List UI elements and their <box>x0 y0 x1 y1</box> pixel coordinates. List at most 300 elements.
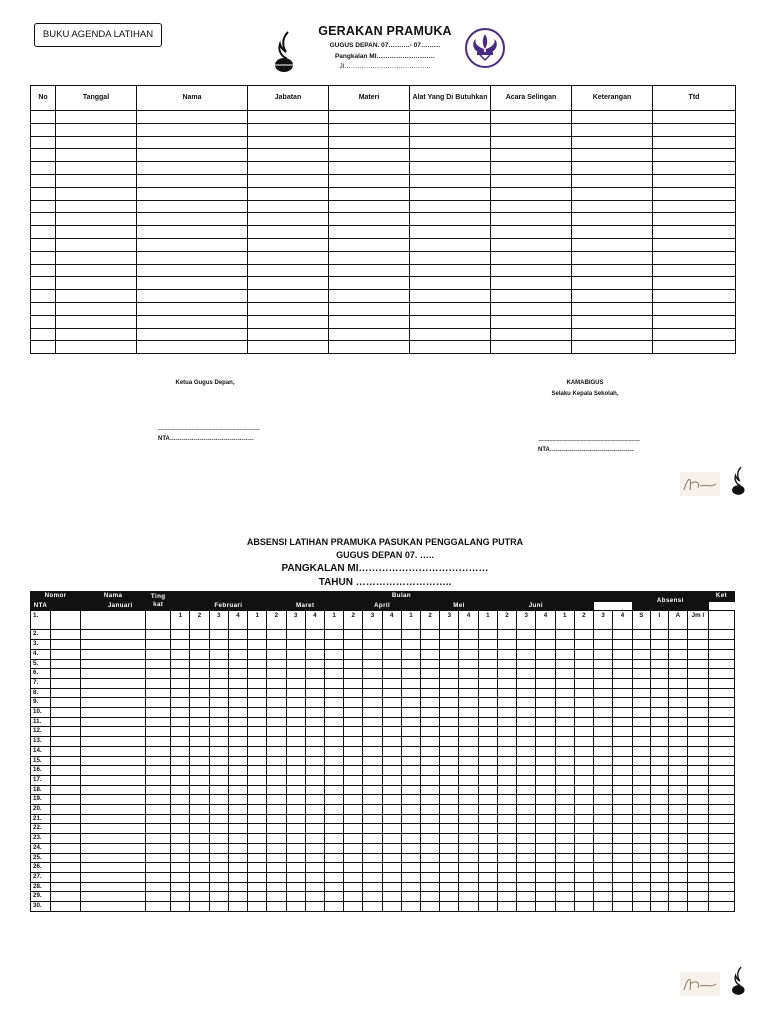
attendance-cell[interactable] <box>401 678 420 688</box>
attendance-cell[interactable] <box>81 785 146 795</box>
attendance-cell[interactable] <box>190 824 209 834</box>
attendance-cell[interactable] <box>324 746 343 756</box>
attendance-cell[interactable] <box>305 902 324 912</box>
attendance-cell[interactable] <box>286 834 305 844</box>
attendance-cell[interactable] <box>146 630 171 640</box>
attendance-cell[interactable] <box>632 630 650 640</box>
attendance-cell[interactable] <box>267 746 286 756</box>
attendance-cell[interactable] <box>632 688 650 698</box>
attendance-cell[interactable] <box>344 746 363 756</box>
attendance-cell[interactable] <box>248 882 267 892</box>
attendance-cell[interactable] <box>687 688 708 698</box>
attendance-cell[interactable] <box>171 795 190 805</box>
attendance-cell[interactable] <box>594 872 613 882</box>
agenda-cell[interactable] <box>56 302 137 315</box>
attendance-cell[interactable] <box>190 843 209 853</box>
attendance-cell[interactable] <box>594 640 613 650</box>
attendance-cell[interactable] <box>209 853 228 863</box>
attendance-cell[interactable] <box>708 708 734 718</box>
attendance-cell[interactable] <box>594 834 613 844</box>
agenda-cell[interactable] <box>31 264 56 277</box>
attendance-cell[interactable] <box>574 882 593 892</box>
attendance-cell[interactable] <box>459 843 478 853</box>
attendance-cell[interactable] <box>687 698 708 708</box>
attendance-cell[interactable] <box>146 669 171 679</box>
attendance-cell[interactable] <box>668 669 687 679</box>
agenda-cell[interactable] <box>31 315 56 328</box>
attendance-cell[interactable] <box>555 727 574 737</box>
attendance-cell[interactable] <box>478 659 497 669</box>
attendance-cell[interactable] <box>401 863 420 873</box>
agenda-cell[interactable] <box>410 213 491 226</box>
agenda-cell[interactable] <box>572 162 653 175</box>
attendance-cell[interactable] <box>594 746 613 756</box>
attendance-cell[interactable] <box>650 795 668 805</box>
attendance-cell[interactable] <box>267 785 286 795</box>
agenda-cell[interactable] <box>572 277 653 290</box>
attendance-cell[interactable] <box>687 882 708 892</box>
attendance-cell[interactable] <box>209 785 228 795</box>
attendance-cell[interactable] <box>478 843 497 853</box>
agenda-cell[interactable] <box>31 238 56 251</box>
attendance-cell[interactable] <box>248 630 267 640</box>
attendance-cell[interactable] <box>517 659 536 669</box>
attendance-cell[interactable] <box>344 649 363 659</box>
agenda-cell[interactable] <box>410 136 491 149</box>
attendance-cell[interactable] <box>228 756 247 766</box>
attendance-cell[interactable] <box>497 669 516 679</box>
attendance-cell[interactable] <box>478 737 497 747</box>
attendance-cell[interactable] <box>687 669 708 679</box>
attendance-cell[interactable] <box>497 640 516 650</box>
attendance-cell[interactable] <box>248 688 267 698</box>
attendance-cell[interactable] <box>171 824 190 834</box>
agenda-cell[interactable] <box>137 341 248 354</box>
agenda-cell[interactable] <box>56 226 137 239</box>
attendance-cell[interactable] <box>497 892 516 902</box>
agenda-cell[interactable] <box>31 226 56 239</box>
attendance-cell[interactable] <box>555 756 574 766</box>
attendance-cell[interactable] <box>344 892 363 902</box>
attendance-cell[interactable] <box>536 843 555 853</box>
attendance-cell[interactable] <box>478 766 497 776</box>
attendance-cell[interactable] <box>421 678 440 688</box>
attendance-cell[interactable] <box>146 688 171 698</box>
attendance-cell[interactable] <box>248 834 267 844</box>
attendance-cell[interactable] <box>497 727 516 737</box>
attendance-cell[interactable] <box>171 659 190 669</box>
agenda-cell[interactable] <box>56 174 137 187</box>
attendance-cell[interactable] <box>536 669 555 679</box>
attendance-cell[interactable] <box>613 824 633 834</box>
attendance-cell[interactable] <box>687 785 708 795</box>
agenda-cell[interactable] <box>137 213 248 226</box>
attendance-cell[interactable] <box>459 698 478 708</box>
attendance-cell[interactable] <box>248 853 267 863</box>
attendance-cell[interactable] <box>267 678 286 688</box>
agenda-cell[interactable] <box>572 251 653 264</box>
agenda-cell[interactable] <box>248 315 329 328</box>
attendance-cell[interactable] <box>81 611 146 630</box>
attendance-cell[interactable] <box>668 892 687 902</box>
attendance-cell[interactable] <box>190 775 209 785</box>
attendance-cell[interactable] <box>421 853 440 863</box>
attendance-cell[interactable] <box>613 688 633 698</box>
attendance-cell[interactable] <box>536 882 555 892</box>
attendance-cell[interactable] <box>209 640 228 650</box>
attendance-cell[interactable] <box>555 659 574 669</box>
attendance-cell[interactable] <box>401 892 420 902</box>
attendance-cell[interactable] <box>594 775 613 785</box>
attendance-cell[interactable] <box>228 775 247 785</box>
attendance-cell[interactable] <box>555 746 574 756</box>
agenda-cell[interactable] <box>572 328 653 341</box>
attendance-cell[interactable] <box>574 834 593 844</box>
attendance-cell[interactable] <box>440 737 459 747</box>
agenda-cell[interactable] <box>410 226 491 239</box>
attendance-cell[interactable] <box>228 678 247 688</box>
attendance-cell[interactable] <box>401 746 420 756</box>
attendance-cell[interactable] <box>286 795 305 805</box>
attendance-cell[interactable] <box>536 892 555 902</box>
attendance-cell[interactable] <box>228 659 247 669</box>
attendance-cell[interactable] <box>209 795 228 805</box>
attendance-cell[interactable] <box>190 785 209 795</box>
attendance-cell[interactable] <box>305 737 324 747</box>
attendance-cell[interactable] <box>267 872 286 882</box>
attendance-cell[interactable] <box>286 630 305 640</box>
attendance-cell[interactable] <box>363 902 382 912</box>
attendance-cell[interactable] <box>324 785 343 795</box>
attendance-cell[interactable] <box>574 630 593 640</box>
attendance-cell[interactable] <box>209 775 228 785</box>
attendance-cell[interactable] <box>51 892 81 902</box>
attendance-cell[interactable] <box>536 678 555 688</box>
attendance-cell[interactable] <box>574 649 593 659</box>
attendance-cell[interactable] <box>421 649 440 659</box>
attendance-cell[interactable] <box>708 882 734 892</box>
attendance-cell[interactable] <box>613 649 633 659</box>
attendance-cell[interactable] <box>324 824 343 834</box>
attendance-cell[interactable] <box>459 882 478 892</box>
attendance-cell[interactable] <box>574 795 593 805</box>
attendance-cell[interactable] <box>421 863 440 873</box>
attendance-cell[interactable] <box>171 853 190 863</box>
attendance-cell[interactable] <box>81 737 146 747</box>
attendance-cell[interactable] <box>687 834 708 844</box>
attendance-cell[interactable] <box>267 863 286 873</box>
attendance-cell[interactable] <box>613 814 633 824</box>
attendance-cell[interactable] <box>555 843 574 853</box>
attendance-cell[interactable] <box>650 737 668 747</box>
agenda-cell[interactable] <box>137 123 248 136</box>
attendance-cell[interactable] <box>574 717 593 727</box>
attendance-cell[interactable] <box>382 756 401 766</box>
attendance-cell[interactable] <box>146 756 171 766</box>
attendance-cell[interactable] <box>363 824 382 834</box>
attendance-cell[interactable] <box>459 649 478 659</box>
attendance-cell[interactable] <box>382 678 401 688</box>
attendance-cell[interactable] <box>171 892 190 902</box>
attendance-cell[interactable] <box>574 737 593 747</box>
attendance-cell[interactable] <box>51 746 81 756</box>
agenda-cell[interactable] <box>572 238 653 251</box>
attendance-cell[interactable] <box>517 834 536 844</box>
attendance-cell[interactable] <box>382 902 401 912</box>
attendance-cell[interactable] <box>382 630 401 640</box>
attendance-cell[interactable] <box>440 640 459 650</box>
attendance-cell[interactable] <box>459 872 478 882</box>
agenda-cell[interactable] <box>410 251 491 264</box>
agenda-cell[interactable] <box>248 149 329 162</box>
attendance-cell[interactable] <box>668 698 687 708</box>
attendance-cell[interactable] <box>517 814 536 824</box>
agenda-cell[interactable] <box>137 315 248 328</box>
attendance-cell[interactable] <box>459 756 478 766</box>
attendance-cell[interactable] <box>421 766 440 776</box>
attendance-cell[interactable] <box>668 902 687 912</box>
attendance-cell[interactable] <box>344 708 363 718</box>
attendance-cell[interactable] <box>51 902 81 912</box>
attendance-cell[interactable] <box>382 775 401 785</box>
attendance-cell[interactable] <box>305 640 324 650</box>
attendance-cell[interactable] <box>228 863 247 873</box>
attendance-cell[interactable] <box>555 805 574 815</box>
attendance-cell[interactable] <box>632 863 650 873</box>
attendance-cell[interactable] <box>382 892 401 902</box>
attendance-cell[interactable] <box>209 766 228 776</box>
attendance-cell[interactable] <box>190 902 209 912</box>
attendance-cell[interactable] <box>668 630 687 640</box>
attendance-cell[interactable] <box>401 853 420 863</box>
attendance-cell[interactable] <box>650 834 668 844</box>
attendance-cell[interactable] <box>382 882 401 892</box>
agenda-cell[interactable] <box>329 111 410 124</box>
attendance-cell[interactable] <box>478 863 497 873</box>
attendance-cell[interactable] <box>650 843 668 853</box>
attendance-cell[interactable] <box>305 746 324 756</box>
agenda-cell[interactable] <box>491 264 572 277</box>
attendance-cell[interactable] <box>401 640 420 650</box>
attendance-cell[interactable] <box>555 775 574 785</box>
attendance-cell[interactable] <box>440 630 459 640</box>
attendance-cell[interactable] <box>574 727 593 737</box>
attendance-cell[interactable] <box>594 853 613 863</box>
attendance-cell[interactable] <box>81 814 146 824</box>
attendance-cell[interactable] <box>324 698 343 708</box>
agenda-cell[interactable] <box>653 341 736 354</box>
attendance-cell[interactable] <box>146 863 171 873</box>
attendance-cell[interactable] <box>478 795 497 805</box>
attendance-cell[interactable] <box>632 775 650 785</box>
attendance-cell[interactable] <box>146 853 171 863</box>
agenda-cell[interactable] <box>572 200 653 213</box>
attendance-cell[interactable] <box>687 805 708 815</box>
attendance-cell[interactable] <box>536 708 555 718</box>
attendance-cell[interactable] <box>305 717 324 727</box>
attendance-cell[interactable] <box>536 853 555 863</box>
agenda-cell[interactable] <box>572 149 653 162</box>
agenda-cell[interactable] <box>56 315 137 328</box>
attendance-cell[interactable] <box>421 727 440 737</box>
attendance-cell[interactable] <box>324 892 343 902</box>
attendance-cell[interactable] <box>668 688 687 698</box>
attendance-cell[interactable] <box>632 766 650 776</box>
attendance-cell[interactable] <box>687 678 708 688</box>
attendance-cell[interactable] <box>209 843 228 853</box>
attendance-cell[interactable] <box>363 785 382 795</box>
attendance-cell[interactable] <box>363 737 382 747</box>
attendance-cell[interactable] <box>228 853 247 863</box>
attendance-cell[interactable] <box>190 727 209 737</box>
attendance-cell[interactable] <box>190 717 209 727</box>
attendance-cell[interactable] <box>81 863 146 873</box>
attendance-cell[interactable] <box>171 843 190 853</box>
attendance-cell[interactable] <box>248 892 267 902</box>
agenda-cell[interactable] <box>31 187 56 200</box>
attendance-cell[interactable] <box>687 659 708 669</box>
attendance-cell[interactable] <box>668 717 687 727</box>
attendance-cell[interactable] <box>536 717 555 727</box>
attendance-cell[interactable] <box>687 766 708 776</box>
agenda-cell[interactable] <box>56 111 137 124</box>
attendance-cell[interactable] <box>51 766 81 776</box>
attendance-cell[interactable] <box>51 756 81 766</box>
attendance-cell[interactable] <box>324 814 343 824</box>
attendance-cell[interactable] <box>459 766 478 776</box>
attendance-cell[interactable] <box>536 814 555 824</box>
attendance-cell[interactable] <box>555 649 574 659</box>
attendance-cell[interactable] <box>209 824 228 834</box>
attendance-cell[interactable] <box>286 678 305 688</box>
attendance-cell[interactable] <box>459 853 478 863</box>
attendance-cell[interactable] <box>190 640 209 650</box>
attendance-cell[interactable] <box>517 775 536 785</box>
attendance-cell[interactable] <box>668 795 687 805</box>
attendance-cell[interactable] <box>209 902 228 912</box>
attendance-cell[interactable] <box>497 756 516 766</box>
attendance-cell[interactable] <box>51 727 81 737</box>
attendance-cell[interactable] <box>324 843 343 853</box>
attendance-cell[interactable] <box>209 834 228 844</box>
attendance-cell[interactable] <box>708 737 734 747</box>
agenda-cell[interactable] <box>137 290 248 303</box>
attendance-cell[interactable] <box>478 834 497 844</box>
agenda-cell[interactable] <box>653 187 736 200</box>
attendance-cell[interactable] <box>555 795 574 805</box>
attendance-cell[interactable] <box>613 659 633 669</box>
attendance-cell[interactable] <box>497 649 516 659</box>
attendance-cell[interactable] <box>248 746 267 756</box>
agenda-cell[interactable] <box>653 277 736 290</box>
attendance-cell[interactable] <box>228 698 247 708</box>
attendance-cell[interactable] <box>421 698 440 708</box>
attendance-cell[interactable] <box>668 805 687 815</box>
agenda-cell[interactable] <box>491 200 572 213</box>
attendance-cell[interactable] <box>248 756 267 766</box>
attendance-cell[interactable] <box>344 872 363 882</box>
agenda-cell[interactable] <box>572 290 653 303</box>
attendance-cell[interactable] <box>81 708 146 718</box>
attendance-cell[interactable] <box>594 698 613 708</box>
attendance-cell[interactable] <box>708 863 734 873</box>
agenda-cell[interactable] <box>491 213 572 226</box>
attendance-cell[interactable] <box>668 785 687 795</box>
attendance-cell[interactable] <box>574 843 593 853</box>
attendance-cell[interactable] <box>382 872 401 882</box>
attendance-cell[interactable] <box>478 892 497 902</box>
attendance-cell[interactable] <box>286 882 305 892</box>
attendance-cell[interactable] <box>708 785 734 795</box>
attendance-cell[interactable] <box>478 708 497 718</box>
agenda-cell[interactable] <box>329 187 410 200</box>
attendance-cell[interactable] <box>440 775 459 785</box>
attendance-cell[interactable] <box>497 659 516 669</box>
agenda-cell[interactable] <box>491 187 572 200</box>
attendance-cell[interactable] <box>228 814 247 824</box>
attendance-cell[interactable] <box>305 698 324 708</box>
attendance-cell[interactable] <box>594 649 613 659</box>
agenda-cell[interactable] <box>31 290 56 303</box>
attendance-cell[interactable] <box>81 882 146 892</box>
attendance-cell[interactable] <box>382 843 401 853</box>
attendance-cell[interactable] <box>574 863 593 873</box>
attendance-cell[interactable] <box>687 814 708 824</box>
attendance-cell[interactable] <box>363 630 382 640</box>
attendance-cell[interactable] <box>209 727 228 737</box>
attendance-cell[interactable] <box>146 649 171 659</box>
attendance-cell[interactable] <box>687 737 708 747</box>
attendance-cell[interactable] <box>708 678 734 688</box>
attendance-cell[interactable] <box>440 756 459 766</box>
attendance-cell[interactable] <box>382 737 401 747</box>
agenda-cell[interactable] <box>491 162 572 175</box>
attendance-cell[interactable] <box>650 630 668 640</box>
attendance-cell[interactable] <box>536 795 555 805</box>
attendance-cell[interactable] <box>594 756 613 766</box>
attendance-cell[interactable] <box>382 795 401 805</box>
attendance-cell[interactable] <box>708 659 734 669</box>
attendance-cell[interactable] <box>517 843 536 853</box>
agenda-cell[interactable] <box>572 264 653 277</box>
attendance-cell[interactable] <box>81 727 146 737</box>
agenda-cell[interactable] <box>56 251 137 264</box>
attendance-cell[interactable] <box>401 649 420 659</box>
attendance-cell[interactable] <box>536 872 555 882</box>
attendance-cell[interactable] <box>382 708 401 718</box>
attendance-cell[interactable] <box>209 630 228 640</box>
attendance-cell[interactable] <box>228 708 247 718</box>
agenda-cell[interactable] <box>653 328 736 341</box>
attendance-cell[interactable] <box>668 659 687 669</box>
attendance-cell[interactable] <box>555 766 574 776</box>
attendance-cell[interactable] <box>574 708 593 718</box>
attendance-cell[interactable] <box>708 688 734 698</box>
attendance-cell[interactable] <box>267 649 286 659</box>
agenda-cell[interactable] <box>410 238 491 251</box>
attendance-cell[interactable] <box>267 853 286 863</box>
agenda-cell[interactable] <box>410 277 491 290</box>
attendance-cell[interactable] <box>190 766 209 776</box>
attendance-cell[interactable] <box>81 795 146 805</box>
attendance-cell[interactable] <box>81 630 146 640</box>
attendance-cell[interactable] <box>228 630 247 640</box>
attendance-cell[interactable] <box>632 717 650 727</box>
attendance-cell[interactable] <box>305 766 324 776</box>
agenda-cell[interactable] <box>248 277 329 290</box>
attendance-cell[interactable] <box>440 814 459 824</box>
attendance-cell[interactable] <box>574 678 593 688</box>
